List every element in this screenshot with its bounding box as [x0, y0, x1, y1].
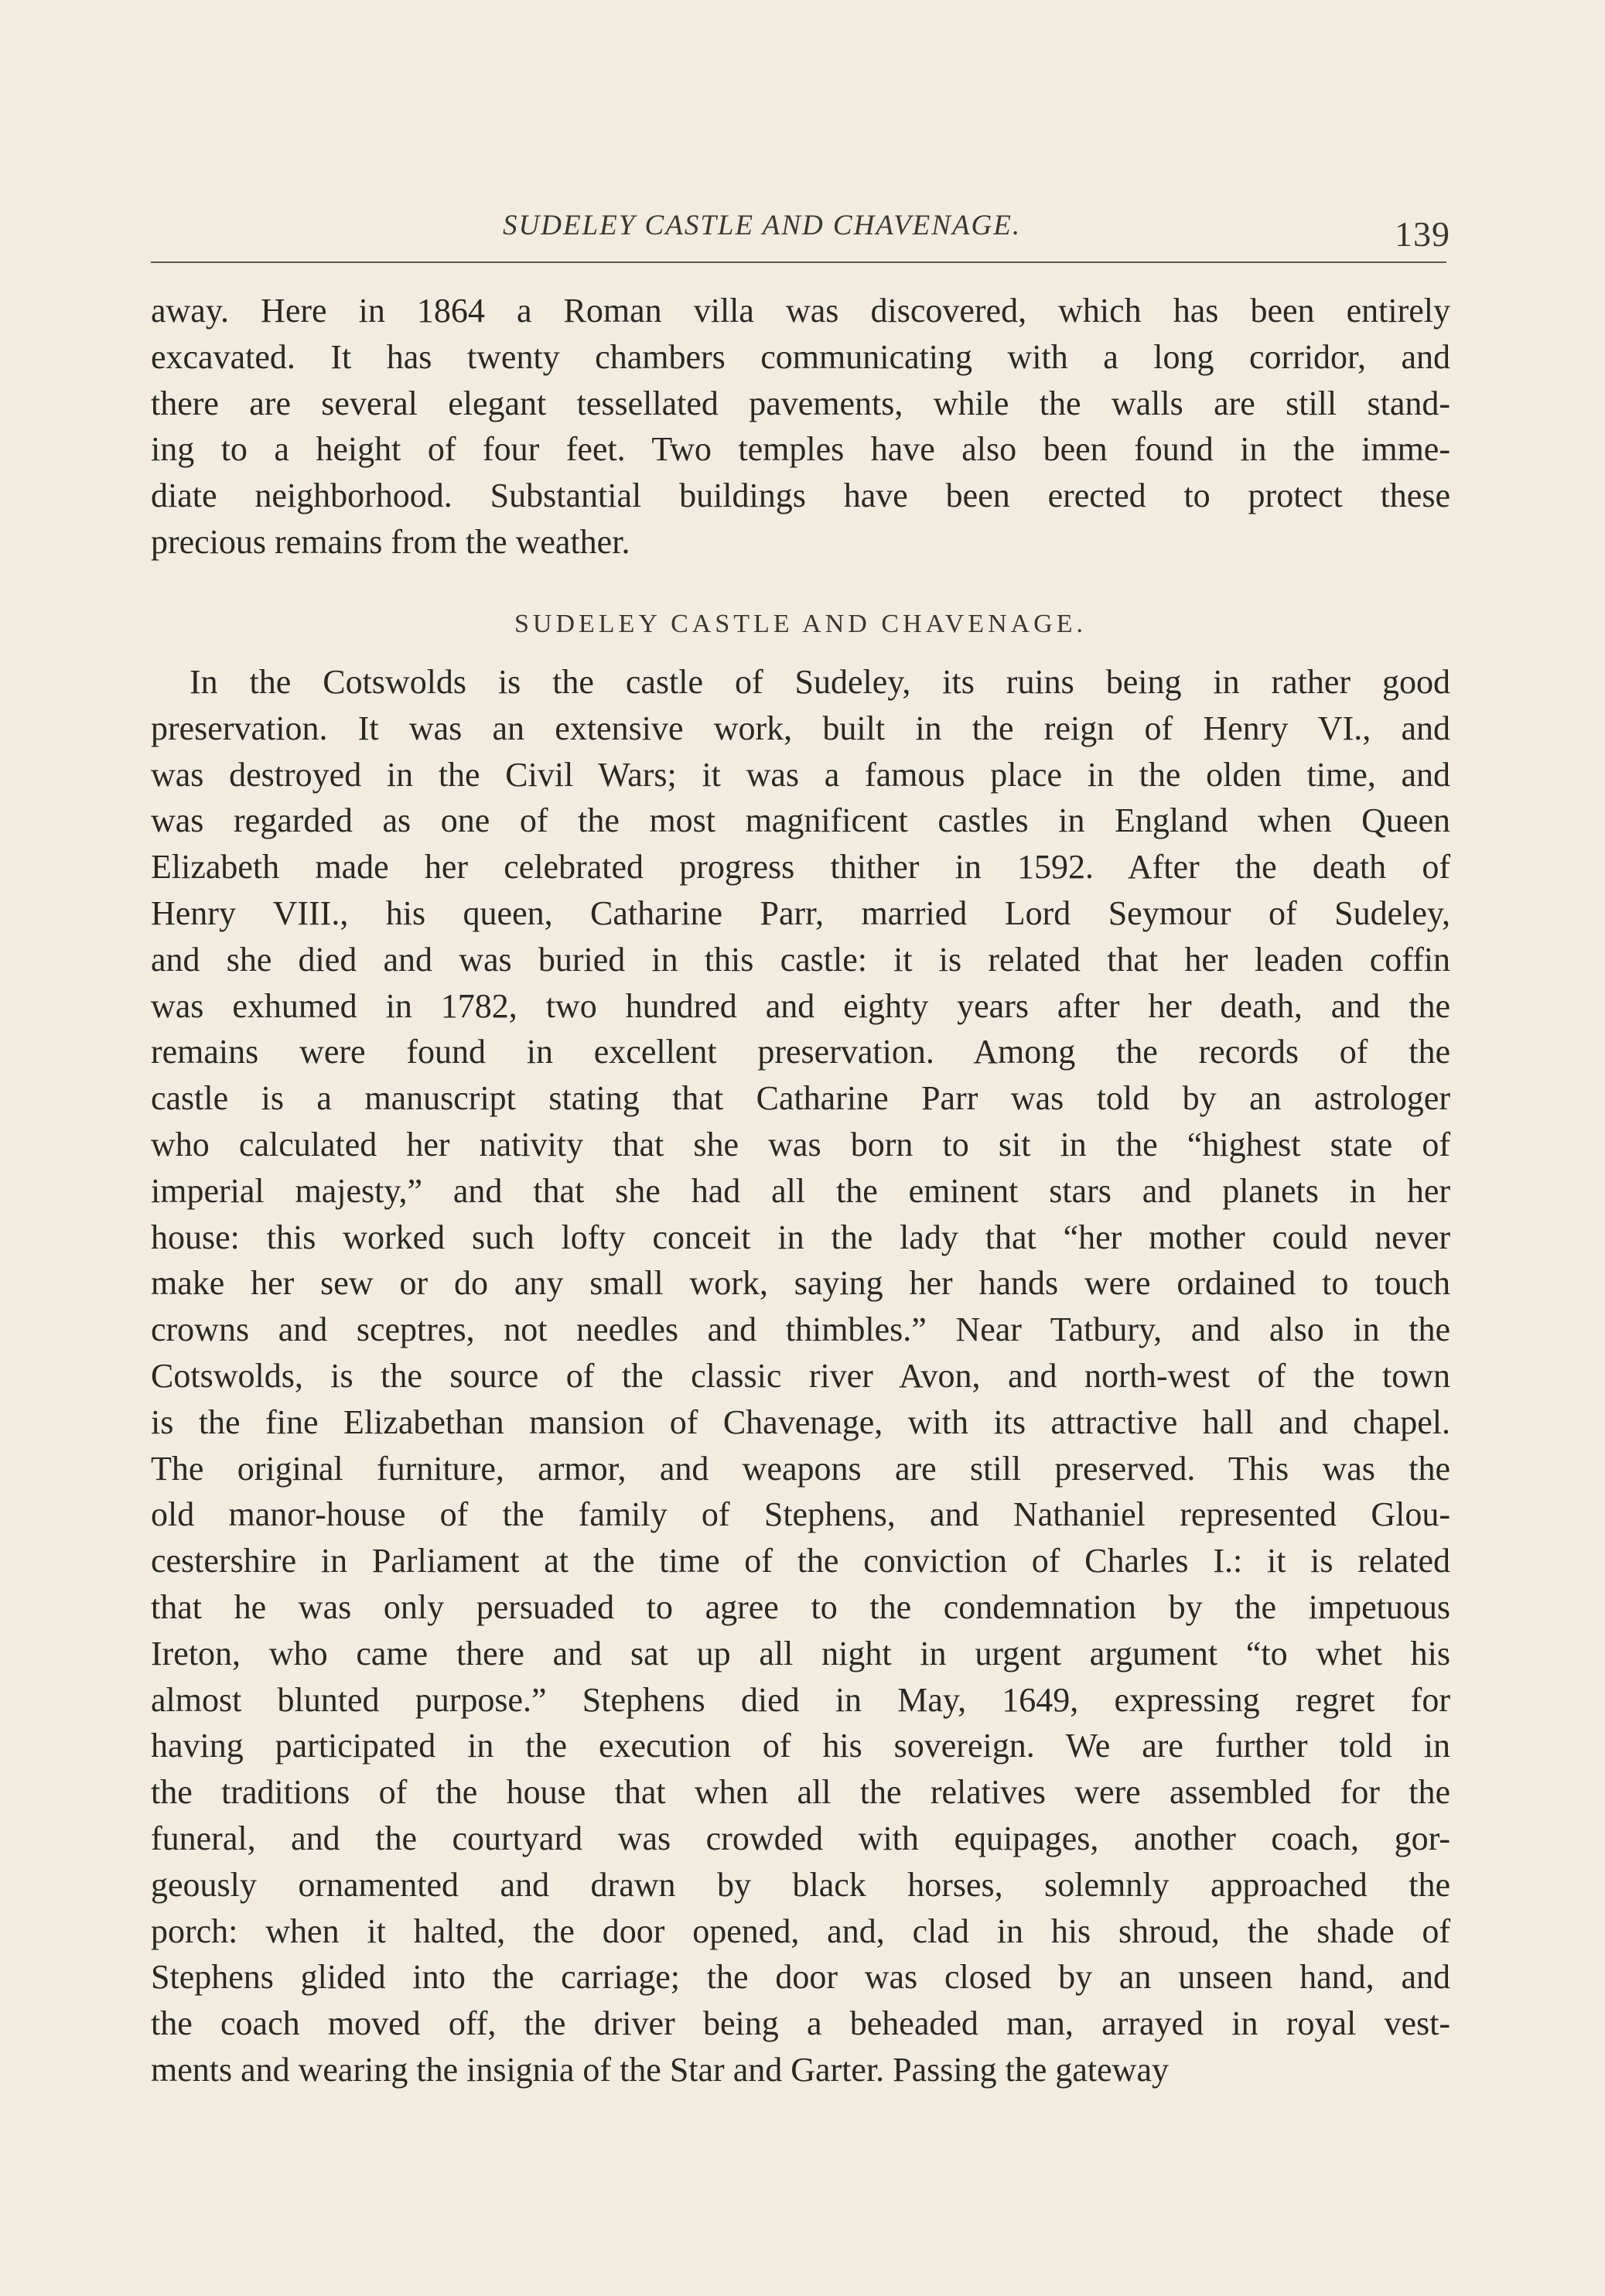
text-line: diate neighborhood. Substantial buildings have been erected to protect these [151, 477, 1450, 515]
text-line: old manor-house of the family of Stephens, and Nathaniel represented Glou- [151, 1495, 1450, 1534]
text-line: house: this worked such lofty conceit in the lady that “her mother could never [151, 1218, 1450, 1256]
text-line: Elizabeth made her celebrated progress thither in 1592. After the death of [151, 848, 1450, 887]
text-line: the coach moved off, the driver being a beheaded man, arrayed in royal vest- [151, 2004, 1450, 2043]
text-line: excavated. It has twenty chambers communicating with a long corridor, and [151, 337, 1450, 376]
text-line: is the fine Elizabethan mansion of Chavenage, with its attractive hall and chapel. [151, 1403, 1450, 1441]
text-line: there are several elegant tessellated pavements, while the walls are still stand- [151, 384, 1450, 422]
text-line: having participated in the execution of his sovereign. We are further told in [151, 1727, 1450, 1765]
text-line: ments and wearing the insignia of the Star and Garter. Passing the gateway [151, 2050, 1169, 2089]
text-line: remains were found in excellent preservation. Among the records of the [151, 1033, 1450, 1071]
text-line: make her sew or do any small work, saying her hands were ordained to touch [151, 1264, 1450, 1303]
text-line: Stephens glided into the carriage; the door was closed by an unseen hand, and [151, 1958, 1450, 1997]
text-line: Henry VIII., his queen, Catharine Parr, married Lord Seymour of Sudeley, [151, 893, 1450, 932]
text-line: preservation. It was an extensive work, built in the reign of Henry VI., and [151, 709, 1450, 747]
text-line: crowns and sceptres, not needles and thimbles.” Near Tatbury, and also in the [151, 1310, 1450, 1349]
text-line: that he was only persuaded to agree to the condemnation by the impetuous [151, 1587, 1450, 1626]
paragraph-sudeley-castle [151, 659, 1450, 2093]
section-heading: SUDELEY CASTLE AND CHAVENAGE. [514, 610, 1087, 638]
text-line: was destroyed in the Civil Wars; it was a famous place in the olden time, and [151, 755, 1450, 794]
text-line: cestershire in Parliament at the time of the conviction of Charles I.: it is related [151, 1542, 1450, 1580]
text-line: ing to a height of four feet. Two temples have also been found in the imme- [151, 430, 1450, 469]
text-line: The original furniture, armor, and weapons are still preserved. This was the [151, 1449, 1450, 1488]
page-number: 139 [1395, 214, 1450, 254]
running-title: SUDELEY CASTLE AND CHAVENAGE. [503, 210, 1022, 241]
text-line: porch: when it halted, the door opened, and, clad in his shroud, the shade of [151, 1912, 1450, 1950]
text-line: precious remains from the weather. [151, 522, 630, 561]
text-line: away. Here in 1864 a Roman villa was discovered, which has been entirely [151, 292, 1450, 330]
text-line: almost blunted purpose.” Stephens died in May, 1649, expressing regret for [151, 1680, 1450, 1719]
header-rule [151, 261, 1446, 263]
text-line: was exhumed in 1782, two hundred and eighty years after her death, and the [151, 986, 1450, 1025]
text-line: imperial majesty,” and that she had all the eminent stars and planets in her [151, 1171, 1450, 1210]
text-line: who calculated her nativity that she was born to sit in the “highest state of [151, 1125, 1450, 1163]
text-line: Cotswolds, is the source of the classic river Avon, and north-west of the town [151, 1356, 1450, 1395]
text-line: funeral, and the courtyard was crowded with equipages, another coach, gor- [151, 1819, 1450, 1857]
text-line: the traditions of the house that when all the relatives were assembled for the [151, 1773, 1450, 1812]
text-line: castle is a manuscript stating that Catharine Parr was told by an astrologer [151, 1079, 1450, 1118]
text-line: Ireton, who came there and sat up all night in urgent argument “to whet his [151, 1634, 1450, 1672]
paragraph-roman-villa [151, 288, 1450, 565]
text-line: and she died and was buried in this castle: it is related that her leaden coffin [151, 940, 1450, 979]
text-line: In the Cotswolds is the castle of Sudeley, its ruins being in rather good [190, 663, 1450, 701]
text-line: geously ornamented and drawn by black horses, solemnly approached the [151, 1865, 1450, 1904]
text-line: was regarded as one of the most magnificent castles in England when Queen [151, 801, 1450, 840]
